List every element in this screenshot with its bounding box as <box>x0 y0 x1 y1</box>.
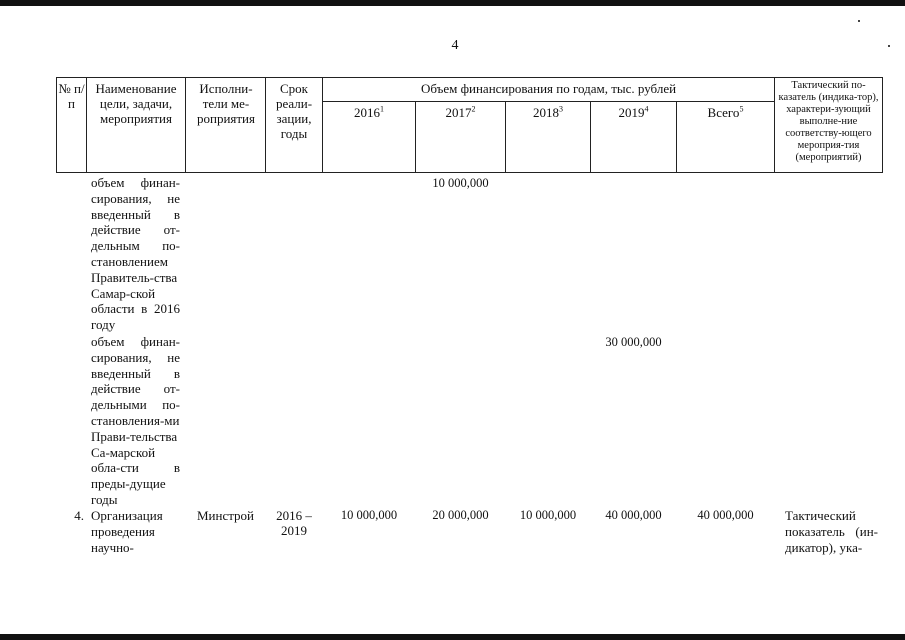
scan-speck <box>858 20 860 22</box>
header-indicator: Тактический по-казатель (индика-тор), характери-зующий выполне-ние соответству-ющего мероприя-тия (мероприятий) <box>778 80 879 163</box>
year-2019: 2019$^4$ <box>618 104 649 120</box>
year-2016: 2016$^1$ <box>354 104 384 120</box>
bottom-border <box>0 634 905 640</box>
col-line <box>185 77 186 173</box>
table-top-line <box>56 77 882 78</box>
header-name: Наименование цели, задачи, мероприятия <box>95 81 177 126</box>
block2-value-2019: 30 000,000 <box>605 335 662 349</box>
block1-value-2017: 10 000,000 <box>432 176 489 190</box>
item4-value-total: 40 000,000 <box>697 508 754 522</box>
page-number: 4 <box>451 38 459 53</box>
year-header-line <box>322 101 774 102</box>
item4-value-2016: 10 000,000 <box>340 508 398 522</box>
year-total: Всего$^5$ <box>707 104 744 120</box>
header-term: Срок реали-зации, годы <box>275 81 313 141</box>
header-funding: Объем финансирования по годам, тыс. рублей <box>420 81 677 96</box>
header-no: № п/п <box>58 81 85 111</box>
header-executors: Исполни-тели ме-роприятия <box>196 81 255 126</box>
item4-indicator: Тактический показатель (ин-дикатор), ука- <box>785 508 878 555</box>
col-line <box>265 77 266 173</box>
scan-speck <box>888 45 890 47</box>
year-2017: 2017$^2$ <box>445 104 476 120</box>
block1-description: объем финан-сирования, не введенный в действие от-дельным по-становлением Правитель-ства Самар-ской области в 2016 году <box>91 175 180 333</box>
item4-name: Организация проведения научно- <box>91 508 163 555</box>
item4-value-2018: 10 000,000 <box>519 508 577 522</box>
col-line <box>86 77 87 173</box>
header-bottom-line <box>56 172 882 173</box>
item4-number: 4. <box>74 508 84 523</box>
item4-executor: Минстрой <box>196 508 255 523</box>
item4-value-2019: 40 000,000 <box>605 508 662 522</box>
year-2018: 2018$^3$ <box>533 104 563 120</box>
block2-description: объем финан-сирования, не введенный в действие от-дельными по-становления-ми Прави-тельства Са-марской обла-сти в преды-дущие годы <box>91 334 180 507</box>
top-border <box>0 0 905 6</box>
col-line <box>774 77 775 173</box>
item4-term: 2016 – 2019 <box>276 508 312 538</box>
col-line <box>882 77 883 173</box>
item4-value-2017: 20 000,000 <box>432 508 489 522</box>
